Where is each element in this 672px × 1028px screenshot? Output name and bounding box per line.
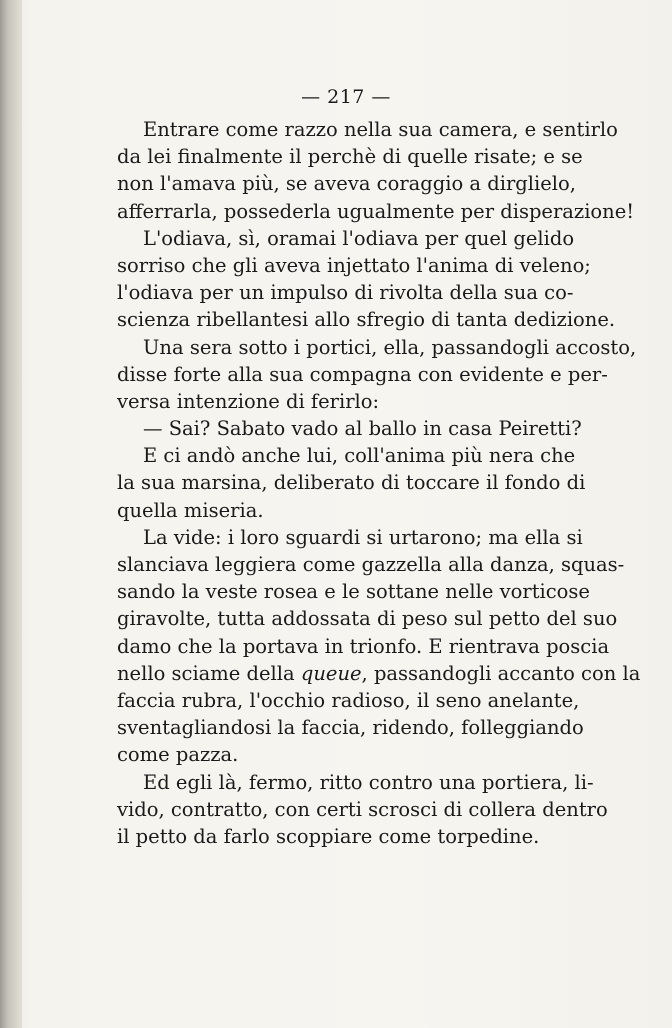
- text-line: come pazza.: [117, 743, 239, 767]
- page-binding-edge: [0, 0, 22, 1028]
- text-line: disse forte alla sua compagna con evidente e per-: [117, 362, 608, 386]
- text-line: l'odiava per un impulso di rivolta della sua co-: [117, 281, 574, 305]
- paragraph-6: [117, 524, 641, 769]
- text-line: nello sciame della queue, passandogli accanto con la: [117, 661, 641, 685]
- text-line: damo che la portava in trionfo. E rientrava poscia: [117, 634, 610, 658]
- text-line: la sua marsina, deliberato di toccare il fondo di: [117, 471, 586, 495]
- paragraph-4-dialogue: [117, 415, 582, 442]
- text-line: non l'amava più, se aveva coraggio a dirglielo,: [117, 172, 576, 196]
- italic-word: queue: [300, 661, 362, 685]
- paragraph-7: [117, 769, 608, 851]
- text-line: sando la veste rosea e le sottane nelle vorticose: [117, 580, 590, 604]
- text-line: L'odiava, sì, oramai l'odiava per quel gelido: [143, 226, 575, 250]
- text-line: da lei finalmente il perchè di quelle risate; e se: [117, 145, 583, 169]
- text-line: faccia rubra, l'occhio radioso, il seno anelante,: [117, 688, 580, 712]
- text-line: afferrarla, possederla ugualmente per disperazione!: [117, 199, 635, 223]
- text-line: vido, contratto, con certi scrosci di collera dentro: [117, 797, 608, 821]
- text-line: slanciava leggiera come gazzella alla danza, squas-: [117, 553, 625, 576]
- text-line: Entrare come razzo nella sua camera, e sentirlo: [143, 118, 618, 141]
- text-line: Ed egli là, fermo, ritto contro una portiera, li-: [143, 770, 594, 794]
- text-line: sorriso che gli aveva injettato l'anima di veleno;: [117, 253, 591, 277]
- text-line: sventagliandosi la faccia, ridendo, folleggiando: [117, 716, 584, 740]
- text-line: il petto da farlo scoppiare come torpedine.: [117, 824, 540, 848]
- paragraph-2: [117, 225, 616, 334]
- text-line: versa intenzione di ferirlo:: [117, 389, 380, 413]
- page-number: — 217 —: [301, 86, 391, 108]
- text-line: scienza ribellantesi allo sfregio di tanta dedizione.: [117, 308, 616, 332]
- text-line: E ci andò anche lui, coll'anima più nera che: [143, 444, 576, 468]
- text-line: quella miseria.: [117, 498, 264, 522]
- text-line: La vide: i loro sguardi si urtarono; ma ella si: [143, 525, 583, 549]
- text-line: — Sai? Sabato vado al ballo in casa Peiretti?: [143, 417, 582, 441]
- paragraph-5: [117, 442, 586, 524]
- text-line: Una sera sotto i portici, ella, passandogli accosto,: [143, 335, 637, 359]
- paragraph-3: [117, 334, 637, 416]
- paragraph-1: [117, 116, 635, 225]
- body-text: [117, 116, 641, 850]
- text-line: giravolte, tutta addossata di peso sul petto del suo: [117, 607, 618, 631]
